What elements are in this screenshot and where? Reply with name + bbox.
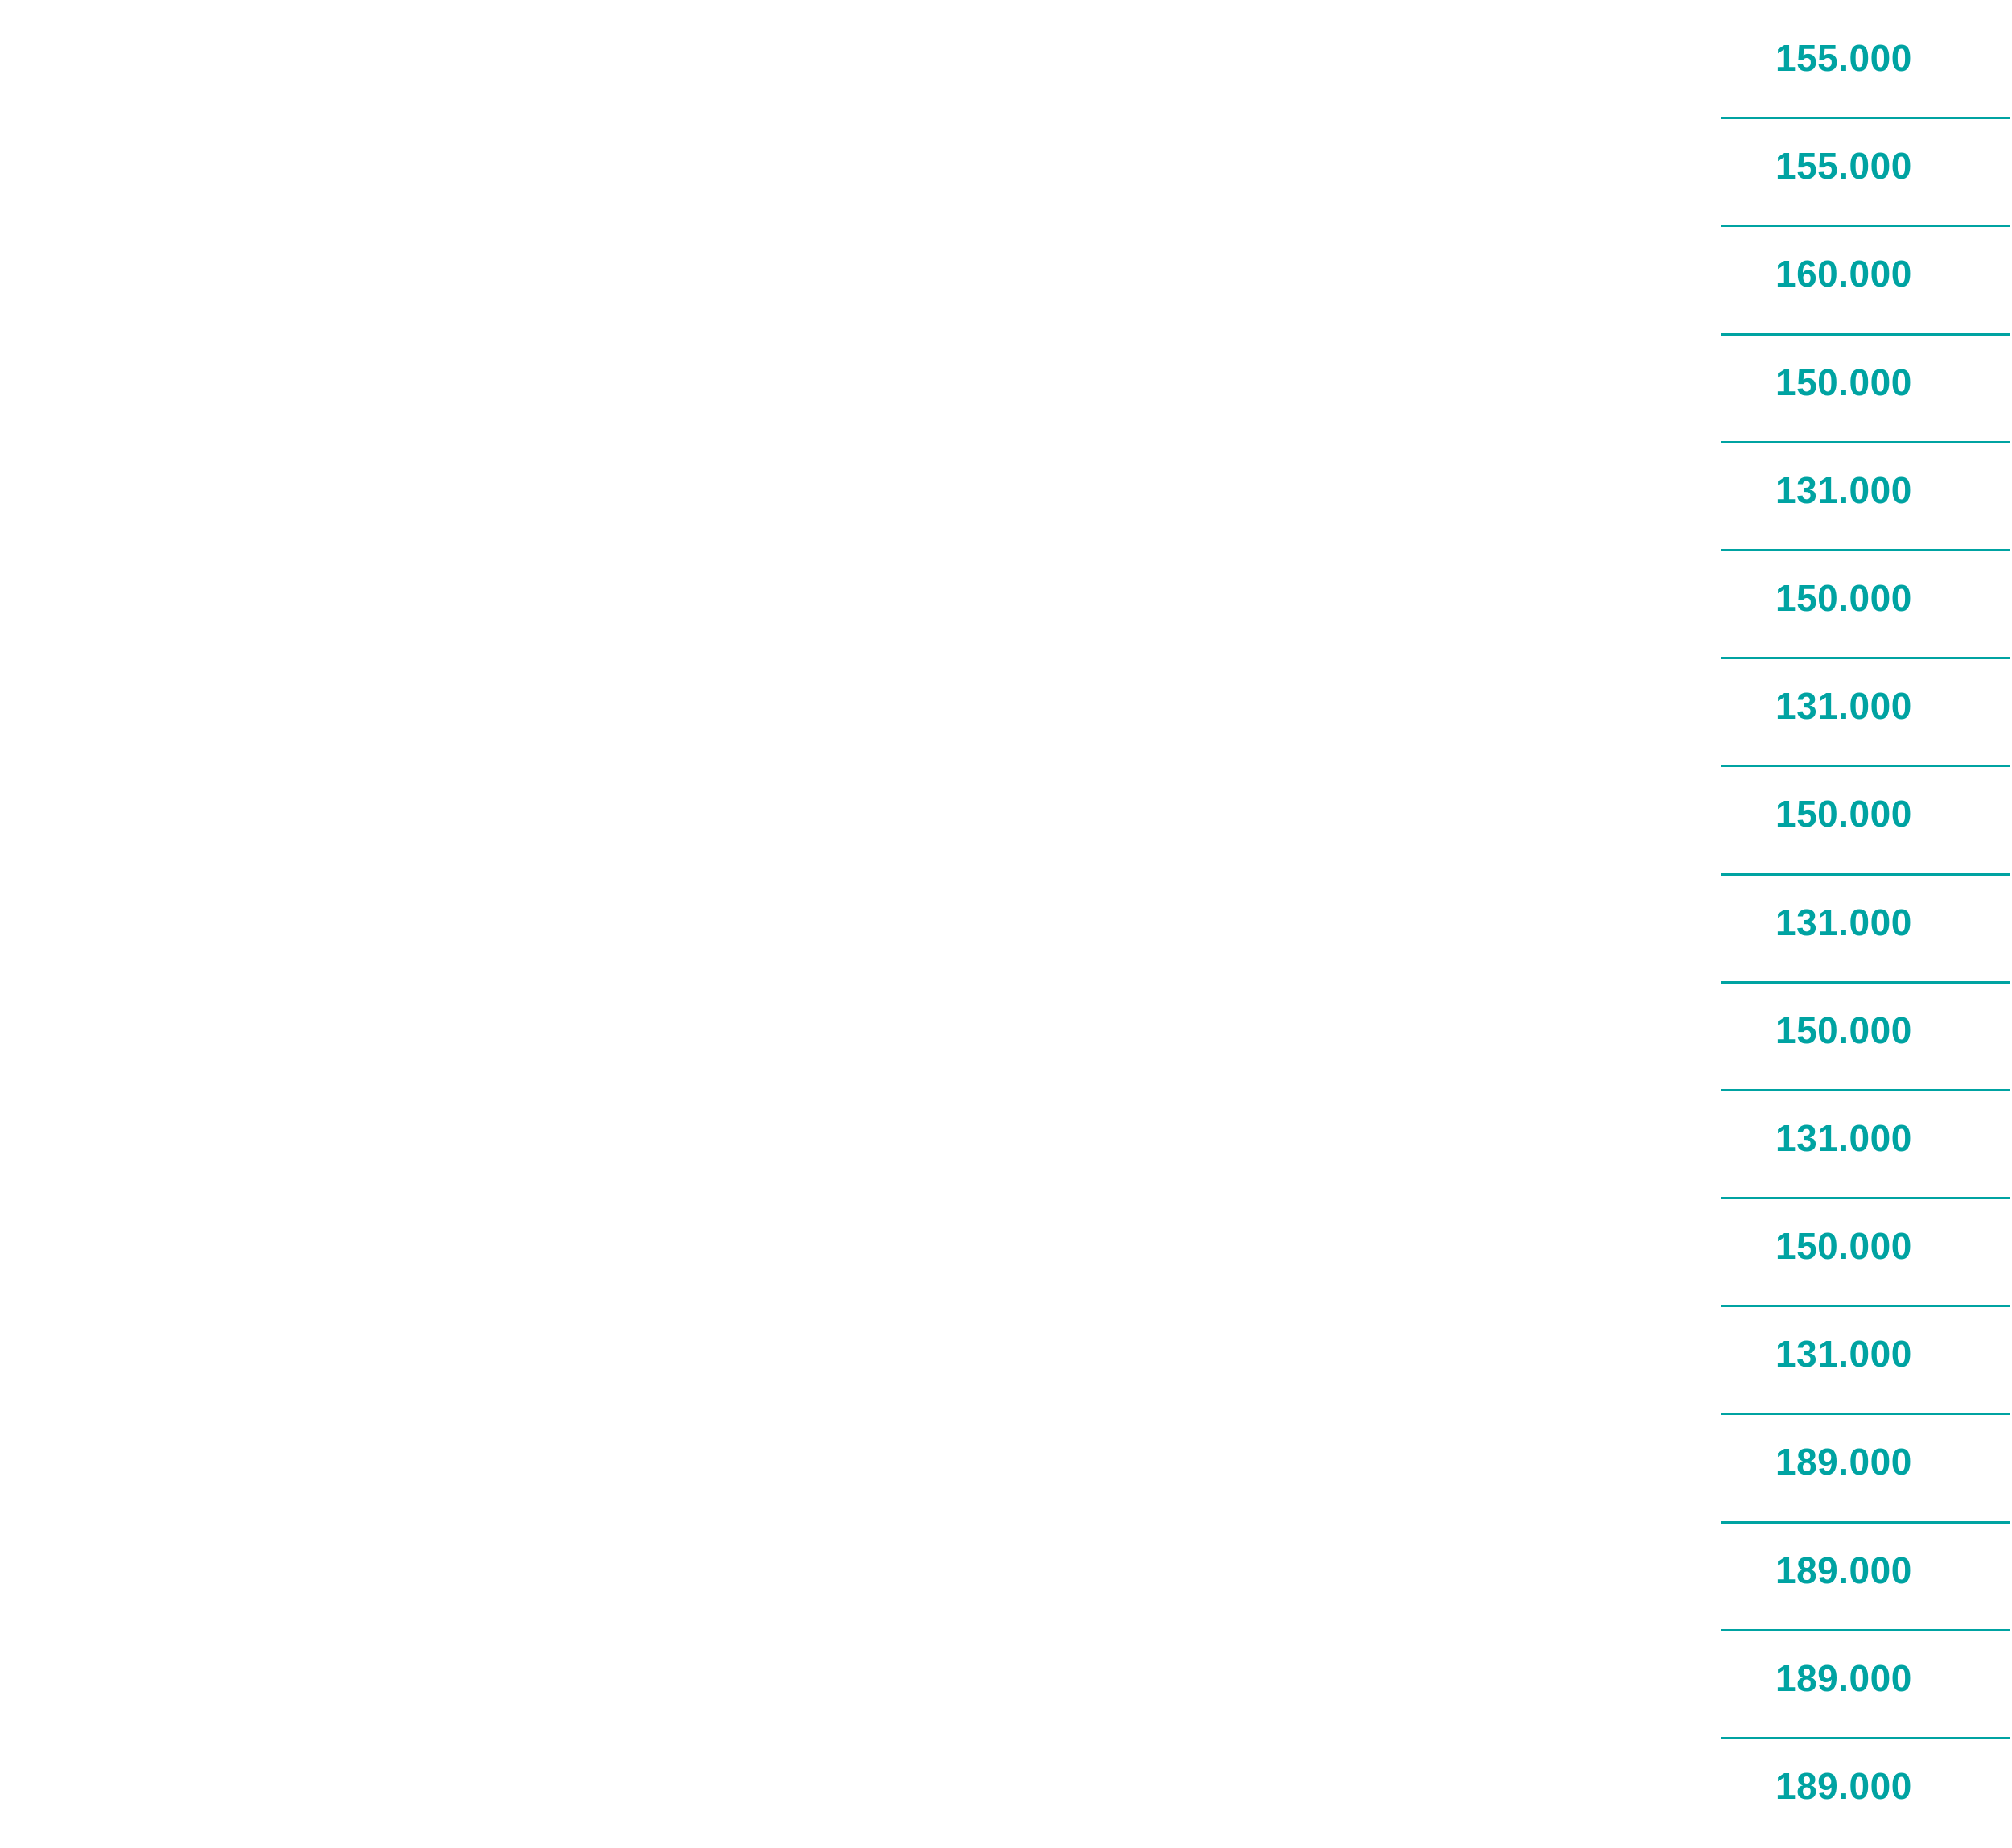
list-item [1721,876,2010,984]
list-item [1721,227,2010,335]
price-value: 150.000 [1775,576,1912,619]
price-value: 150.000 [1775,1225,1912,1268]
price-list [1721,11,2010,1847]
price-value: 131.000 [1775,1333,1912,1376]
price-value: 189.000 [1775,1549,1912,1591]
price-value: 131.000 [1775,468,1912,511]
list-item [1721,984,2010,1091]
list-item [1721,443,2010,551]
price-value: 131.000 [1775,685,1912,728]
price-value: 155.000 [1775,37,1912,79]
list-item [1721,551,2010,659]
list-item [1721,767,2010,875]
list-item [1721,1199,2010,1307]
list-item [1721,119,2010,227]
price-value: 189.000 [1775,1441,1912,1483]
list-item [1721,1415,2010,1523]
price-value: 150.000 [1775,361,1912,403]
price-value: 189.000 [1775,1765,1912,1807]
list-item [1721,1739,2010,1847]
price-value: 131.000 [1775,1116,1912,1159]
price-value: 160.000 [1775,253,1912,295]
list-item [1721,1091,2010,1199]
list-item [1721,336,2010,443]
price-value: 150.000 [1775,1009,1912,1051]
list-item [1721,1524,2010,1631]
price-value: 155.000 [1775,145,1912,188]
price-value: 189.000 [1775,1656,1912,1699]
list-item [1721,11,2010,119]
price-value: 131.000 [1775,901,1912,943]
price-value: 150.000 [1775,793,1912,835]
list-item [1721,1307,2010,1415]
list-item [1721,1631,2010,1739]
list-item [1721,659,2010,767]
